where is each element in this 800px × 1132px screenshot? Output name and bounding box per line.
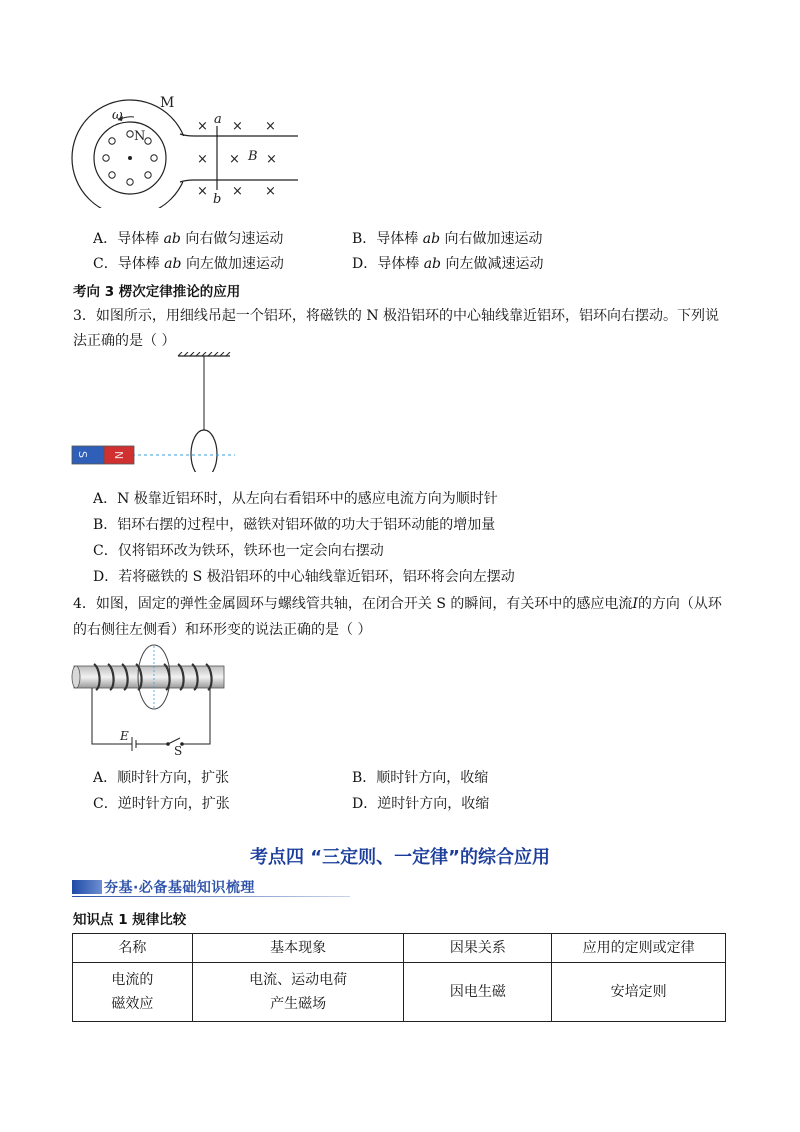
q4-stem-line1 [73, 593, 722, 613]
label-S: S [174, 744, 183, 756]
option-text: C．导体棒 [93, 256, 160, 272]
banner-underline [72, 896, 350, 897]
figure-solenoid-ring [70, 636, 230, 756]
table-row [73, 963, 726, 1022]
option-var: ab [423, 256, 441, 272]
q3-option-c[interactable]: C．仅将铝环改为铁环，铁环也一定会向右摆动 [93, 543, 384, 559]
q4-stem-line2: 的右侧往左侧看）和环形变的说法正确的是（ ） [73, 622, 372, 638]
figure-magnet-ring [70, 352, 240, 472]
table-header-rule: 应用的定则或定律 [552, 934, 726, 963]
q3-stem-line2: 法正确的是（ ） [73, 333, 176, 349]
option-var: ab [164, 256, 182, 272]
label-omega: ω [112, 108, 123, 123]
svg-text:×: × [265, 184, 276, 199]
option-text: 向右做匀速运动 [185, 231, 284, 247]
table-header-phenomenon: 基本现象 [192, 934, 404, 963]
direction-3-heading: 考向 3 楞次定律推论的应用 [73, 284, 241, 300]
q4-option-a[interactable]: A．顺时针方向，扩张 [93, 770, 230, 786]
table-cell-cause: 因电生磁 [404, 963, 552, 1022]
option-var: ab [422, 231, 441, 247]
cell-line: 电流、运动电荷 [249, 972, 348, 988]
label-E: E [120, 729, 129, 743]
cell-line: 磁效应 [111, 996, 154, 1012]
svg-text:×: × [197, 184, 208, 199]
q4-option-c[interactable]: C．逆时针方向，扩张 [93, 796, 230, 812]
magnet-label-S: S [76, 451, 89, 458]
cell-line: 产生磁场 [270, 996, 327, 1012]
banner-text: 夯基·必备基础知识梳理 [104, 880, 255, 896]
svg-text:×: × [229, 152, 240, 167]
svg-text:×: × [197, 119, 208, 134]
knowledge-point-1-heading: 知识点 1 规律比较 [73, 912, 187, 928]
option-text: 向右做加速运动 [444, 231, 543, 247]
q4-stem-text: 的方向（从环 [637, 596, 722, 612]
section-4-title: 考点四 “三定则、一定律”的综合应用 [250, 847, 550, 868]
knowledge-banner [72, 876, 350, 898]
svg-text:×: × [266, 152, 277, 167]
option-text: 向左做加速运动 [185, 256, 284, 272]
table-header-row [73, 934, 726, 963]
svg-text:×: × [232, 119, 243, 134]
q3-option-a[interactable]: A．N 极靠近铝环时，从左向右看铝环中的感应电流方向为顺时针 [93, 491, 498, 507]
label-b: b [213, 192, 222, 207]
svg-text:×: × [197, 152, 208, 167]
q4-stem-text: 4．如图，固定的弹性金属圆环与螺线管共轴，在闭合开关 S 的瞬间，有关环中的感应电流 [73, 596, 633, 612]
q3-option-b[interactable]: B．铝环右摆的过程中，磁铁对铝环做的功大于铝环动能的增加量 [93, 517, 496, 533]
table-header-cause: 因果关系 [404, 934, 552, 963]
label-N: N [134, 129, 146, 144]
q3-option-d[interactable]: D．若将磁铁的 S 极沿铝环的中心轴线靠近铝环，铝环将会向左摆动 [93, 569, 515, 585]
q3-stem-line1: 3．如图所示，用细线吊起一个铝环，将磁铁的 N 极沿铝环的中心轴线靠近铝环，铝环向右摆动。下列说 [73, 308, 720, 324]
q4-option-b[interactable]: B．顺时针方向，收缩 [352, 770, 489, 786]
q2-option-b[interactable] [352, 228, 543, 248]
label-M: M [160, 95, 175, 111]
option-var: ab [163, 231, 181, 247]
option-text: B．导体棒 [352, 231, 419, 247]
svg-text:×: × [232, 184, 243, 199]
q2-option-d[interactable] [352, 253, 543, 273]
rules-comparison-table [72, 933, 726, 1022]
q2-option-a[interactable] [93, 228, 283, 248]
table-cell-phenomenon [192, 963, 404, 1022]
table-cell-name [73, 963, 193, 1022]
magnet-label-N: N [112, 451, 125, 460]
table-header-name: 名称 [73, 934, 193, 963]
option-text: A．导体棒 [93, 231, 160, 247]
banner-bar [72, 880, 102, 894]
option-text: D．导体棒 [352, 256, 420, 272]
option-text: 向左做减速运动 [445, 256, 544, 272]
q2-option-c[interactable] [93, 253, 284, 273]
label-B: B [248, 149, 258, 164]
label-a: a [214, 112, 222, 127]
q4-option-d[interactable]: D．逆时针方向，收缩 [352, 796, 490, 812]
q4-stem-var: I [632, 596, 638, 612]
svg-text:×: × [265, 119, 276, 134]
table-cell-rule: 安培定则 [552, 963, 726, 1022]
cell-line: 电流的 [111, 972, 154, 988]
figure-rotating-disk [68, 92, 308, 208]
